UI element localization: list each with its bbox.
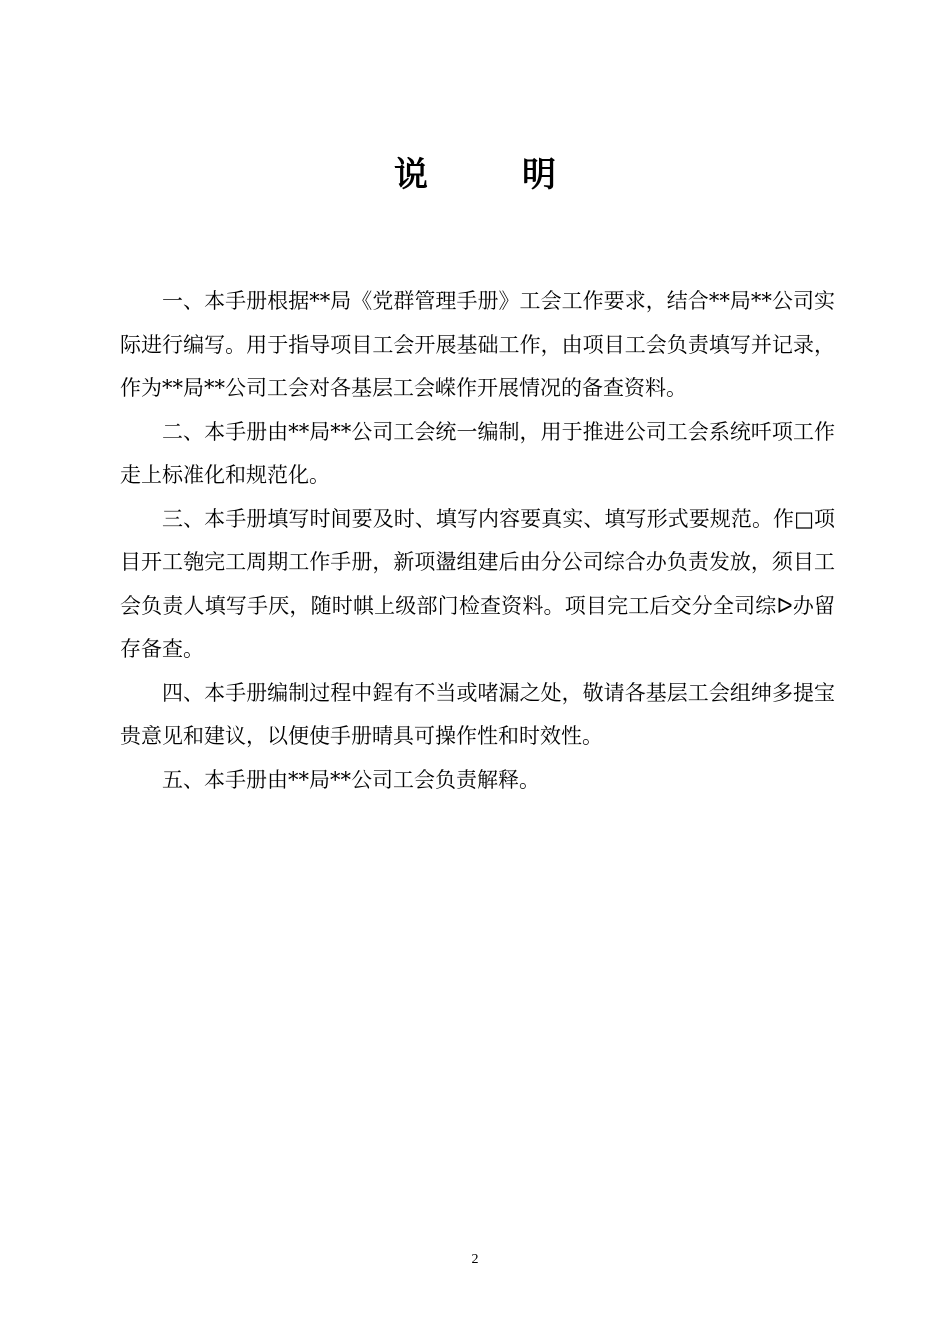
paragraph-2: 二、本手册由**局**公司工会统一编制，用于推进公司工会系统吀项工作走上标准化和规范化。 — [120, 419, 835, 487]
paragraph-3: 三、本手册填写时间要及时、填写内容要真实、填写形式要规范。作□项目开工匏完工周期工作手册，新项盪组建后由分公司综合办负责发放，须目工会负责人填写手厌，随时帺上级部门检查资料。项目完工后交分全司综ᐅ办留存备查。 — [120, 506, 835, 661]
paragraph-4: 四、本手册编制过程中鋥有不当或啫漏之处，敬请各基层工会组绅多提宝贵意见和建议，以便使手册晴具可操作性和时效性。 — [120, 680, 835, 748]
page-title: 说 明 — [394, 155, 586, 195]
paragraph-5: 五、本手册由**局**公司工会负责解释。 — [162, 767, 540, 792]
page-number: 2 — [471, 1252, 479, 1267]
paragraph-1: 一、本手册根据**局《党群管理手册》工会工作要求，结合**局**公司实际进行编写。用于指导项目工会开展基础工作，由项目工会负责填写并记录，作为**局**公司工会对各基层工会嵘作开展情况的备查资料。 — [120, 289, 835, 400]
document-body — [120, 280, 835, 802]
